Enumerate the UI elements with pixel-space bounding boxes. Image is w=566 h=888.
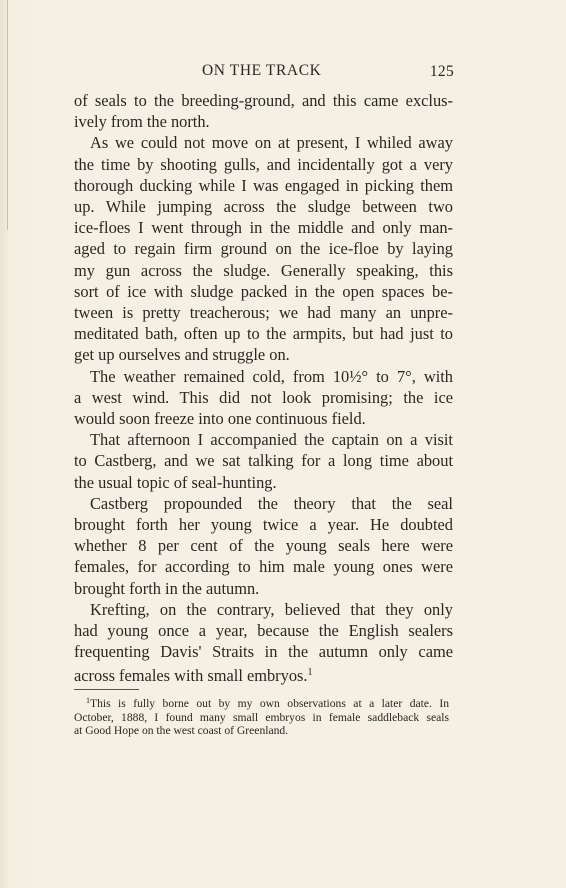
- text-line: had young once a year, because the English sealers: [74, 621, 453, 641]
- binding-edge: [7, 0, 8, 230]
- text-line: females, for according to him male young ones were: [74, 557, 453, 577]
- text-line: up. While jumping across the sludge between two: [74, 197, 453, 217]
- text-line: brought forth in the autumn.: [74, 578, 260, 598]
- text-line: thorough ducking while I was engaged in picking them: [74, 175, 453, 195]
- text-line: to Castberg, and we sat talking for a long time about: [74, 451, 453, 471]
- text-line: As we could not move on at present, I whiled away: [90, 133, 453, 153]
- text-line: That afternoon I accompanied the captain on a visit: [90, 430, 453, 450]
- text-line: of seals to the breeding-ground, and this came exclus-: [74, 91, 453, 110]
- page-number: 125: [429, 63, 454, 80]
- text-line: the time by shooting gulls, and incidentally got a very: [74, 154, 453, 174]
- paragraph: [74, 599, 453, 687]
- footnote: [74, 694, 449, 738]
- paragraph: [74, 429, 453, 493]
- footnote-line: October, 1888, I found many small embryos in female saddleback seals: [74, 710, 449, 724]
- text-line: a west wind. This did not look promising; the ice: [74, 387, 453, 407]
- running-head: ON THE TRACK: [202, 62, 322, 79]
- text-line: Krefting, on the contrary, believed that they only: [90, 599, 453, 619]
- footnote-line: at Good Hope on the west coast of Greenland.: [74, 724, 289, 738]
- footnote-marker: 1: [86, 696, 90, 705]
- text-line: frequenting Davis' Straits in the autumn only came: [74, 642, 453, 662]
- text-line: get up ourselves and struggle on.: [74, 345, 290, 365]
- text-line: sort of ice with sludge packed in the open spaces be-: [74, 281, 453, 301]
- paragraph: [74, 132, 453, 365]
- page-header: [74, 62, 454, 84]
- text-line: my gun across the sludge. Generally speaking, this: [74, 260, 453, 280]
- text-line: the usual topic of seal-hunting.: [74, 472, 277, 492]
- footnote-line: [74, 694, 449, 711]
- text-line-content: across females with small embryos.: [74, 666, 308, 686]
- footnote-line-content: This is fully borne out by my own observations at a later date. In: [90, 697, 449, 710]
- paragraph: [74, 90, 453, 132]
- body-text: [74, 90, 453, 687]
- paragraph: [74, 493, 453, 599]
- text-line: The weather remained cold, from 10½° to 7°, with: [90, 366, 453, 386]
- paragraph: [74, 366, 453, 430]
- text-line: brought forth her young twice a year. He doubted: [74, 515, 453, 535]
- footnote-reference[interactable]: 1: [307, 667, 313, 679]
- footnote-divider: [74, 689, 139, 690]
- text-line: ively from the north.: [74, 112, 210, 132]
- text-line: tween is pretty treacherous; we had many an unpre-: [74, 303, 453, 323]
- text-line: ice-floes I went through in the middle and only man-: [74, 218, 453, 238]
- text-line: [74, 662, 453, 686]
- text-line: whether 8 per cent of the young seals here were: [74, 536, 453, 556]
- text-line: would soon freeze into one continuous field.: [74, 409, 366, 429]
- text-line: meditated bath, often up to the armpits, but had just to: [74, 324, 453, 344]
- text-line: aged to regain firm ground on the ice-floe by laying: [74, 239, 453, 259]
- text-line: Castberg propounded the theory that the seal: [90, 493, 453, 513]
